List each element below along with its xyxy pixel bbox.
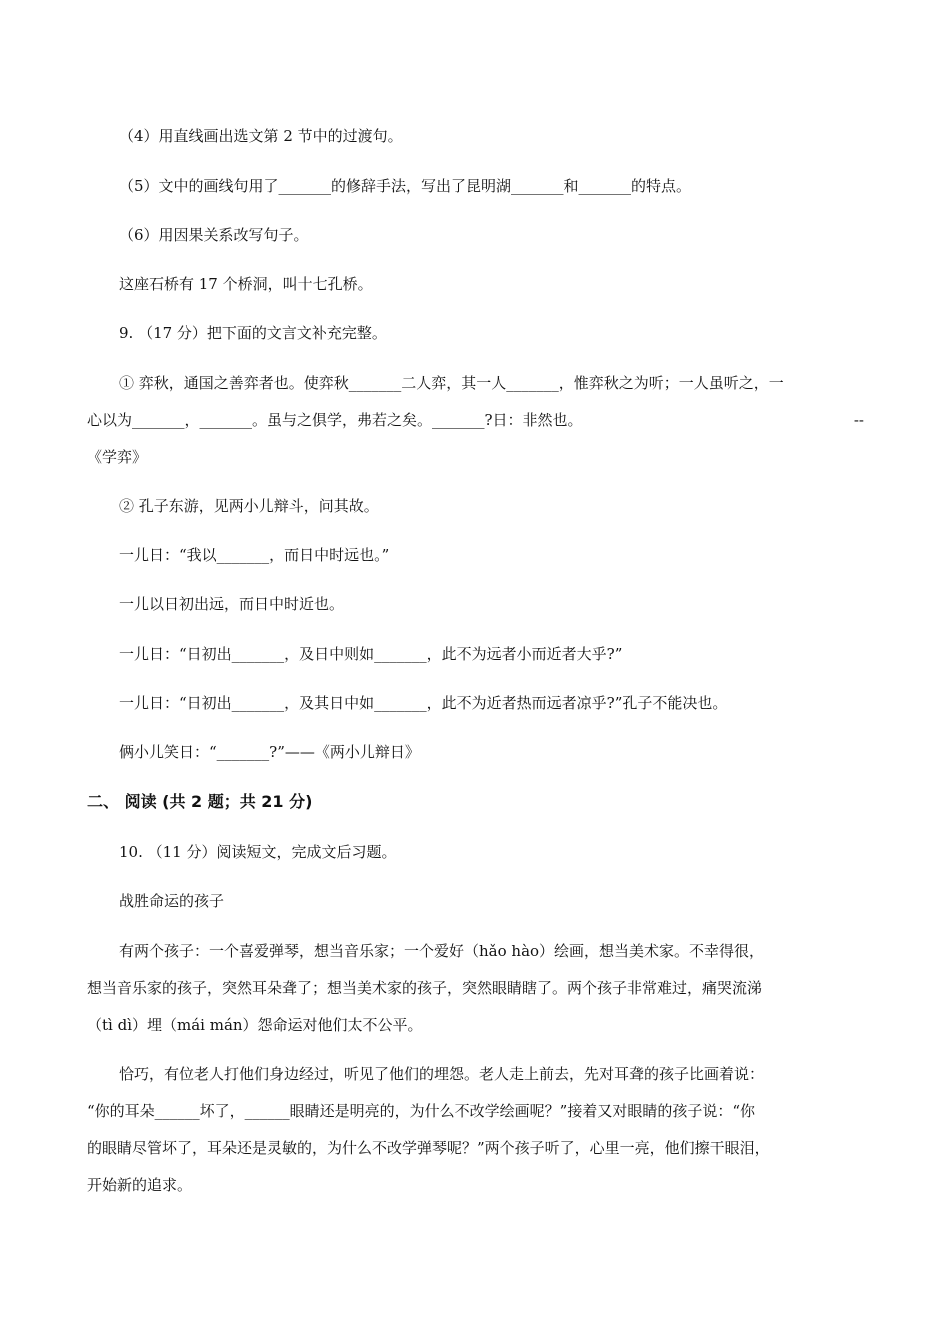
question-10-title: 10. （11 分）阅读短文，完成文后习题。 (119, 843, 397, 861)
story-paragraph2-line4: 开始新的追求。 (87, 1176, 193, 1194)
question-9-passage1-line1: ① 弈秋，通国之善弈者也。使弈秋_______二人弈，其一人_______，惟弈秋之为听；一人虽听之，一 (119, 374, 784, 392)
question-9-passage2-line2: 一儿以日初出远，而日中时近也。 (119, 595, 345, 613)
question-9-passage2-line3: 一儿日：“日初出_______，及日中则如_______，此不为远者小而近者大乎?” (119, 645, 623, 663)
source-dash: -- (853, 411, 864, 429)
question-9-passage2-line5: 俩小儿笑日：“_______?”——《两小儿辩日》 (119, 743, 420, 761)
question-9-passage1-source: 《学弈》 (87, 448, 148, 466)
story-paragraph2-line1: 恰巧，有位老人打他们身边经过，听见了他们的埋怨。老人走上前去，先对耳聋的孩子比画着说： (119, 1065, 765, 1083)
story-paragraph2-line3: 的眼睛尽管坏了，耳朵还是灵敏的，为什么不改学弹琴呢？”两个孩子听了，心里一亮，他们擦干眼泪， (87, 1139, 770, 1157)
question-8-5: （5）文中的画线句用了_______的修辞手法，写出了昆明湖_______和_______的特点。 (119, 177, 692, 195)
story-paragraph2-line2: “你的耳朵______坏了，______眼睛还是明亮的，为什么不改学绘画呢？”接着又对眼睛的孩子说：“你 (87, 1102, 756, 1120)
section-2-heading: 二、 阅读 (共 2 题；共 21 分) (87, 792, 313, 811)
question-9-title: 9. （17 分）把下面的文言文补充完整。 (119, 324, 387, 342)
question-9-passage2-line1: 一儿日：“我以_______，而日中时远也。” (119, 546, 390, 564)
story-paragraph1-line1: 有两个孩子：一个喜爱弹琴，想当音乐家；一个爱好（hǎo hào）绘画，想当美术家。不幸得很， (119, 942, 765, 960)
story-paragraph1-line3: （tì dì）埋（mái mán）怨命运对他们太不公平。 (87, 1016, 423, 1034)
question-8-4: （4）用直线画出选文第 2 节中的过渡句。 (119, 127, 403, 145)
story-paragraph1-line2: 想当音乐家的孩子，突然耳朵聋了；想当美术家的孩子，突然眼睛瞎了。两个孩子非常难过，痛哭流涕 (87, 979, 763, 997)
question-9-passage2-line4: 一儿日：“日初出_______，及其日中如_______，此不为近者热而远者凉乎?”孔子不能决也。 (119, 694, 728, 712)
question-8-6: （6）用因果关系改写句子。 (119, 226, 309, 244)
question-9-passage2-intro: ② 孔子东游，见两小儿辩斗，问其故。 (119, 497, 379, 515)
question-8-6-sentence: 这座石桥有 17 个桥洞，叫十七孔桥。 (119, 275, 373, 293)
story-title: 战胜命运的孩子 (119, 892, 225, 910)
question-9-passage1-line2: 心以为_______，_______。虽与之俱学，弗若之矣。_______?日：非然也。 (87, 411, 583, 429)
